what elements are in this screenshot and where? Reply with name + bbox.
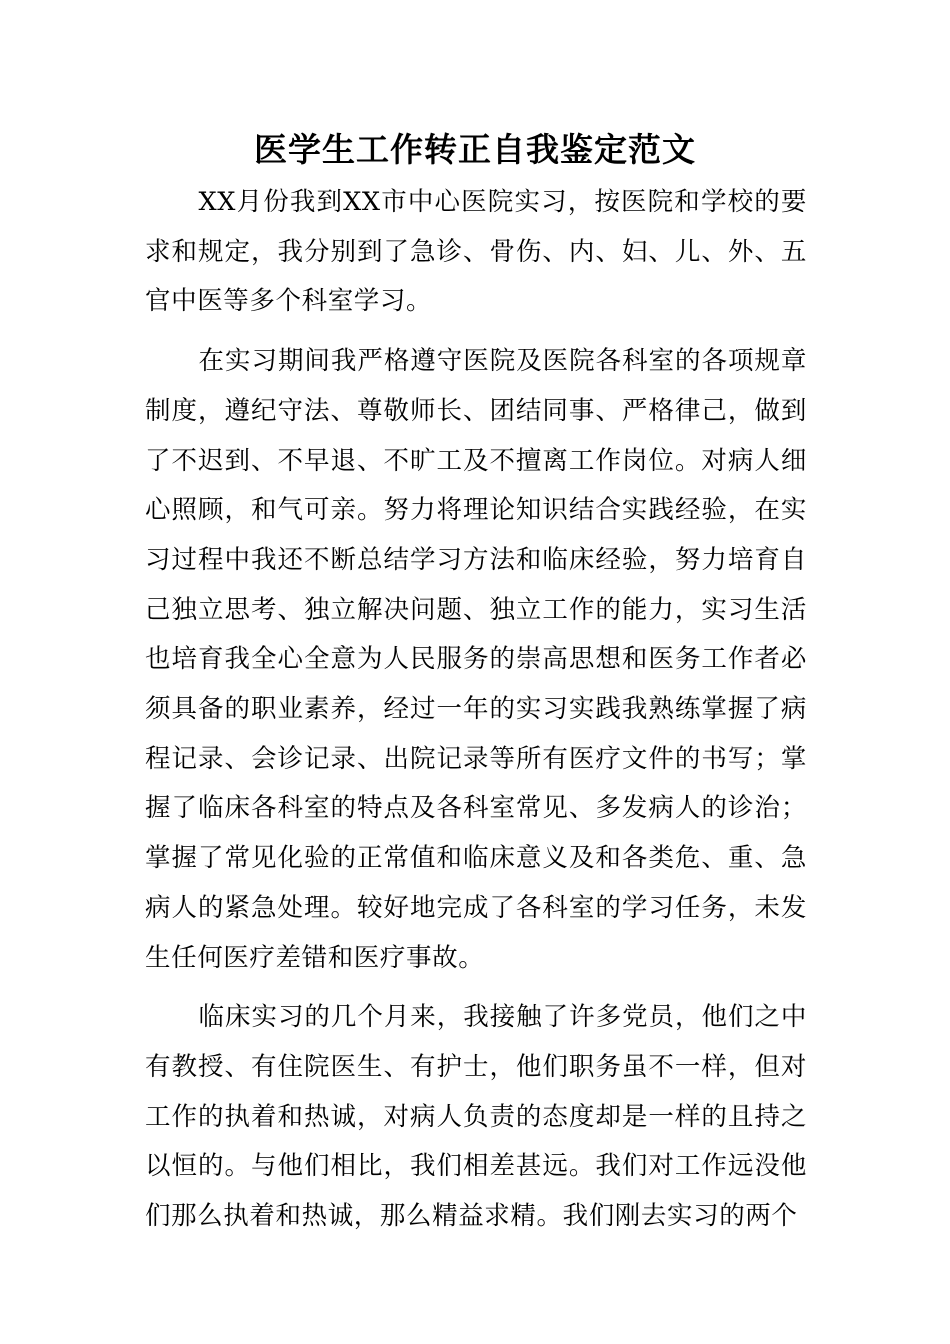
document-title: 医学生工作转正自我鉴定范文 xyxy=(254,130,696,169)
paragraph-internship-conduct: 在实习期间我严格遵守医院及医院各科室的各项规章制度，遵纪守法、尊敬师长、团结同事、严格律己，做到了不迟到、不早退、不旷工及不擅离工作岗位。对病人细心照顾，和气可亲。努力将理论知识结合实践经验，在实习过程中我还不断总结学习方法和临床经验，努力培育自己独立思考、独立解决问题、独立工作的能力，实习生活也培育我全心全意为人民服务的崇高思想和医务工作者必须具备的职业素养，经过一年的实习实践我熟练掌握了病程记录、会诊记录、出院记录等所有医疗文件的书写；掌握了临床各科室的特点及各科室常见、多发病人的诊治；掌握了常见化验的正常值和临床意义及和各类危、重、急病人的紧急处理。较好地完成了各科室的学习任务，未发生任何医疗差错和医疗事故。 xyxy=(145,346,807,973)
paragraph-internship-intro: XX月份我到XX市中心医院实习，按医院和学校的要求和规定，我分别到了急诊、骨伤、内、妇、儿、外、五官中医等多个科室学习。 xyxy=(145,187,807,317)
document-body xyxy=(145,178,807,1242)
paragraph-party-members: 临床实习的几个月来，我接触了许多党员，他们之中有教授、有住院医生、有护士，他们职务虽不一样，但对工作的执着和热诚，对病人负责的态度却是一样的且持之以恒的。与他们相比，我们相差甚远。我们对工作远没他们那么执着和热诚，那么精益求精。我们刚去实习的两个 xyxy=(145,1002,807,1232)
